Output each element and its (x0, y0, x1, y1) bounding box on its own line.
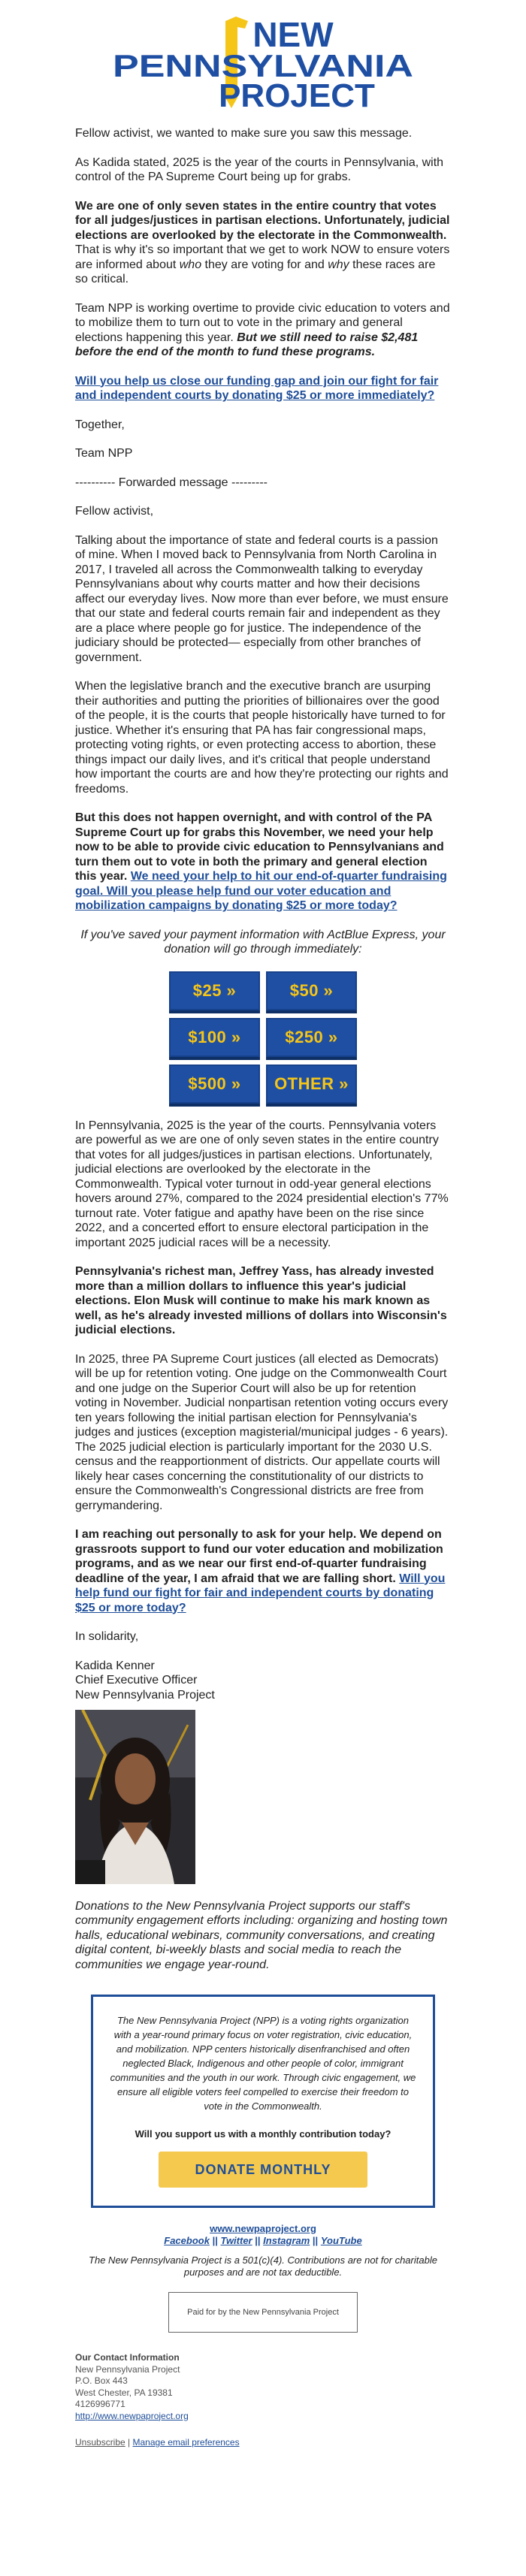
intro-p1: Fellow activist, we wanted to make sure you saw this message. (75, 127, 413, 140)
intro-together: Together, (75, 418, 125, 431)
photo-caption: Donations to the New Pennsylvania Project supports our staff's community engagement efforts including: organizing and hosting town halls, educational webinars, community conversations, and creating digital content, bi-weekly blasts and social media to reach the communities we engage year-round. (75, 1899, 448, 1971)
manage-preferences-link[interactable]: Manage email preferences (132, 2437, 240, 2448)
signature-title: Chief Executive Officer (75, 1674, 198, 1687)
signature-org: New Pennsylvania Project (75, 1688, 215, 1702)
keystone-logo-icon (105, 14, 421, 111)
legal-disclaimer: The New Pennsylvania Project is a 501(c)(4). Contributions are not for charitable purposes and are not tax deductible. (89, 2254, 437, 2278)
quarter-goal-link[interactable]: We need your help to hit our end-of-quarter fundraising goal. Will you please help fund our voter education and mobilization campaigns by donating $25 or more today? (75, 870, 447, 912)
npp-logo (38, 0, 488, 111)
signature (75, 1659, 451, 1703)
website-link[interactable]: www.newpaproject.org (210, 2223, 316, 2234)
signature-name: Kadida Kenner (75, 1659, 155, 1672)
intro-p3-b: they are voting for and (201, 258, 328, 271)
social-separator: || (255, 2235, 261, 2246)
intro-p5 (75, 374, 451, 403)
intro-p3-bold: We are one of only seven states in the entire country that votes for all judges/justices in partisan elections. Unfortunately, judicial elections are overlooked by the electorate in the Commonwealth. (75, 199, 450, 242)
contact-phone: 4126996771 (75, 2399, 125, 2409)
contact-org: New Pennsylvania Project (75, 2363, 180, 2375)
social-separator: || (312, 2235, 319, 2246)
contact-url-link[interactable]: http://www.newpaproject.org (75, 2410, 189, 2421)
donate-button-grid (169, 971, 357, 1104)
donate-monthly-button[interactable]: DONATE MONTHLY (159, 2152, 367, 2188)
donate-500-button[interactable]: $500 » (169, 1065, 260, 1104)
twitter-link[interactable]: Twitter (220, 2235, 252, 2246)
intro-p3 (75, 199, 451, 287)
letter-p3 (75, 811, 451, 914)
intro-p4-a: Team NPP is working overtime to provide civic education to voters and to mobilize them to turn out to vote in the primary and general elections happening this year. (75, 301, 450, 344)
contact-info (75, 2352, 451, 2467)
paid-for-box: Paid for by the New Pennsylvania Project (168, 2292, 358, 2333)
about-box (91, 1995, 435, 2208)
logo-line-new: NEW (252, 15, 334, 54)
youtube-link[interactable]: YouTube (320, 2235, 362, 2246)
intro-p2: As Kadida stated, 2025 is the year of the courts in Pennsylvania, with control of the PA Supreme Court being up for grabs. (75, 156, 444, 183)
logo-line-project: PROJECT (219, 77, 375, 111)
intro-p3-c: these races are so critical. (75, 258, 436, 285)
donate-other-button[interactable]: OTHER » (266, 1065, 357, 1104)
body2-p2 (75, 1264, 451, 1338)
body2-p2-bold: Pennsylvania's richest man, Jeffrey Yass, has already invested more than a million dollars to influence this year's judicial elections. Elon Musk will continue to make his mark known as well, as he's already invested millions of dollars into Wisconsin's judicial elections. (75, 1265, 447, 1336)
intro-team: Team NPP (75, 447, 133, 460)
contact-heading: Our Contact Information (75, 2352, 180, 2363)
email-body (75, 126, 451, 1972)
funding-gap-link[interactable]: Will you help us close our funding gap and join our fight for fair and independent courts by donating $25 or more immediately? (75, 374, 439, 402)
monthly-question: Will you support us with a monthly contribution today? (135, 2128, 391, 2140)
letter-p2: When the legislative branch and the executive branch are usurping their authorities and putting the priorities of billionaires over the good of the people, it is the courts that people historically have turned to for justice. Whether it's ensuring that PA has fair congressional maps, protecting voting rights, or even protecting access to abortion, these things impact our daily lives, and it's critical that people understand how important the courts are and how they're protecting our rights and freedoms. (75, 680, 449, 796)
contact-city: West Chester, PA 19381 (75, 2387, 173, 2398)
donate-25-button[interactable]: $25 » (169, 971, 260, 1010)
social-links (75, 2235, 451, 2247)
intro-p3-why: why (328, 258, 349, 271)
intro-p3-who: who (179, 258, 202, 271)
donate-250-button[interactable]: $250 » (266, 1018, 357, 1057)
about-text: The New Pennsylvania Project (NPP) is a voting rights organization with a year-round primary focus on voter registration, civic education, and mobilization. NPP centers historically disenfranchised and often neglected Black, Indigenous and other people of color, immigrant communities and the youth in our work. Through civic engagement, we ensure all eligible voters feel compelled to exercise their freedom to vote in the Commonwealth. (110, 2015, 416, 2112)
unsubscribe-link[interactable]: Unsubscribe (75, 2437, 125, 2448)
intro-p4 (75, 301, 451, 360)
unsubscribe-row (75, 2437, 451, 2449)
logo-line-pennsylvania: PENNSYLVANIA (113, 48, 413, 83)
letter-p1: Talking about the importance of state and federal courts is a passion of mine. When I moved back to Pennsylvania from North Carolina in 2017, I traveled all across the Commonwealth talking to everyday Pennsylvanians about why courts matter and how their decisions affect our everyday lives. Now more than ever before, we must ensure that our state and federal courts remain fair and independent as they are a place where people go for justice. The independence of the judiciary should be protected— especially from other branches of government. (75, 533, 449, 664)
body2-p4-bold: I am reaching out personally to ask for your help. We depend on grassroots support to fund our voter education and mobilization programs, and as we near our first end-of-quarter fundraising deadline of the year, I am afraid that we are falling short. (75, 1528, 443, 1585)
actblue-note: If you've saved your payment information with ActBlue Express, your donation will go through immediately: (80, 928, 446, 956)
forwarded-message-divider: ---------- Forwarded message --------- (75, 476, 268, 489)
contact-po-box: P.O. Box 443 (75, 2375, 128, 2386)
unsubscribe-separator: | (128, 2437, 131, 2448)
letter-greeting: Fellow activist, (75, 505, 154, 518)
body2-p3: In 2025, three PA Supreme Court justices (all elected as Democrats) will be up for retention voting. One judge on the Commonwealth Court and one judge on the Superior Court will also be up for retention voting in November. Judicial nonpartisan retention voting occurs every ten years following the initial partisan election for Pennsylvania's judges and justices (exception magisterial/municipal judges - 6 years). The 2025 judicial election is particularly important for the 2030 U.S. census and the reapportionment of districts. Our appellate courts will likely hear cases concerning the constitutionality of our districts to ensure the Commonwealth's Congressional districts are free from gerrymandering. (75, 1352, 449, 1512)
letter-p3-bold: But this does not happen overnight, and with control of the PA Supreme Court up for grabs this November, we need your help now to be able to provide civic education to Pennsylvanians and turn them out to vote in both the primary and general election this year. (75, 811, 444, 883)
donate-50-button[interactable]: $50 » (266, 971, 357, 1010)
body2-p4 (75, 1527, 451, 1615)
intro-p3-a: That is why it's so important that we get to work NOW to ensure voters are informed about (75, 243, 450, 271)
intro-p4-emphasis: But we still need to raise $2,481 before the end of the month to fund these programs. (75, 331, 419, 358)
fund-fight-link[interactable]: Will you help fund our fight for fair and independent courts by donating $25 or more today? (75, 1572, 446, 1614)
ceo-photo (75, 1710, 195, 1884)
instagram-link[interactable]: Instagram (263, 2235, 310, 2246)
donate-100-button[interactable]: $100 » (169, 1018, 260, 1057)
footer (75, 2223, 451, 2333)
social-separator: || (212, 2235, 218, 2246)
body2-p1: In Pennsylvania, 2025 is the year of the courts. Pennsylvania voters are powerful as we are one of only seven states in the entire country that votes for all judges/justices in partisan elections. Unfortunately, judicial elections are overlooked by the electorate in the Commonwealth. Typical voter turnout in odd-year general elections hovers around 27%, compared to the 2024 presidential election's 77% turnout rate. Voter fatigue and apathy have been on the rise since 2022, and a concerted effort to ensure electoral participation in the important 2025 judicial races will be a necessity. (75, 1119, 449, 1249)
facebook-link[interactable]: Facebook (164, 2235, 210, 2246)
closing: In solidarity, (75, 1630, 139, 1643)
